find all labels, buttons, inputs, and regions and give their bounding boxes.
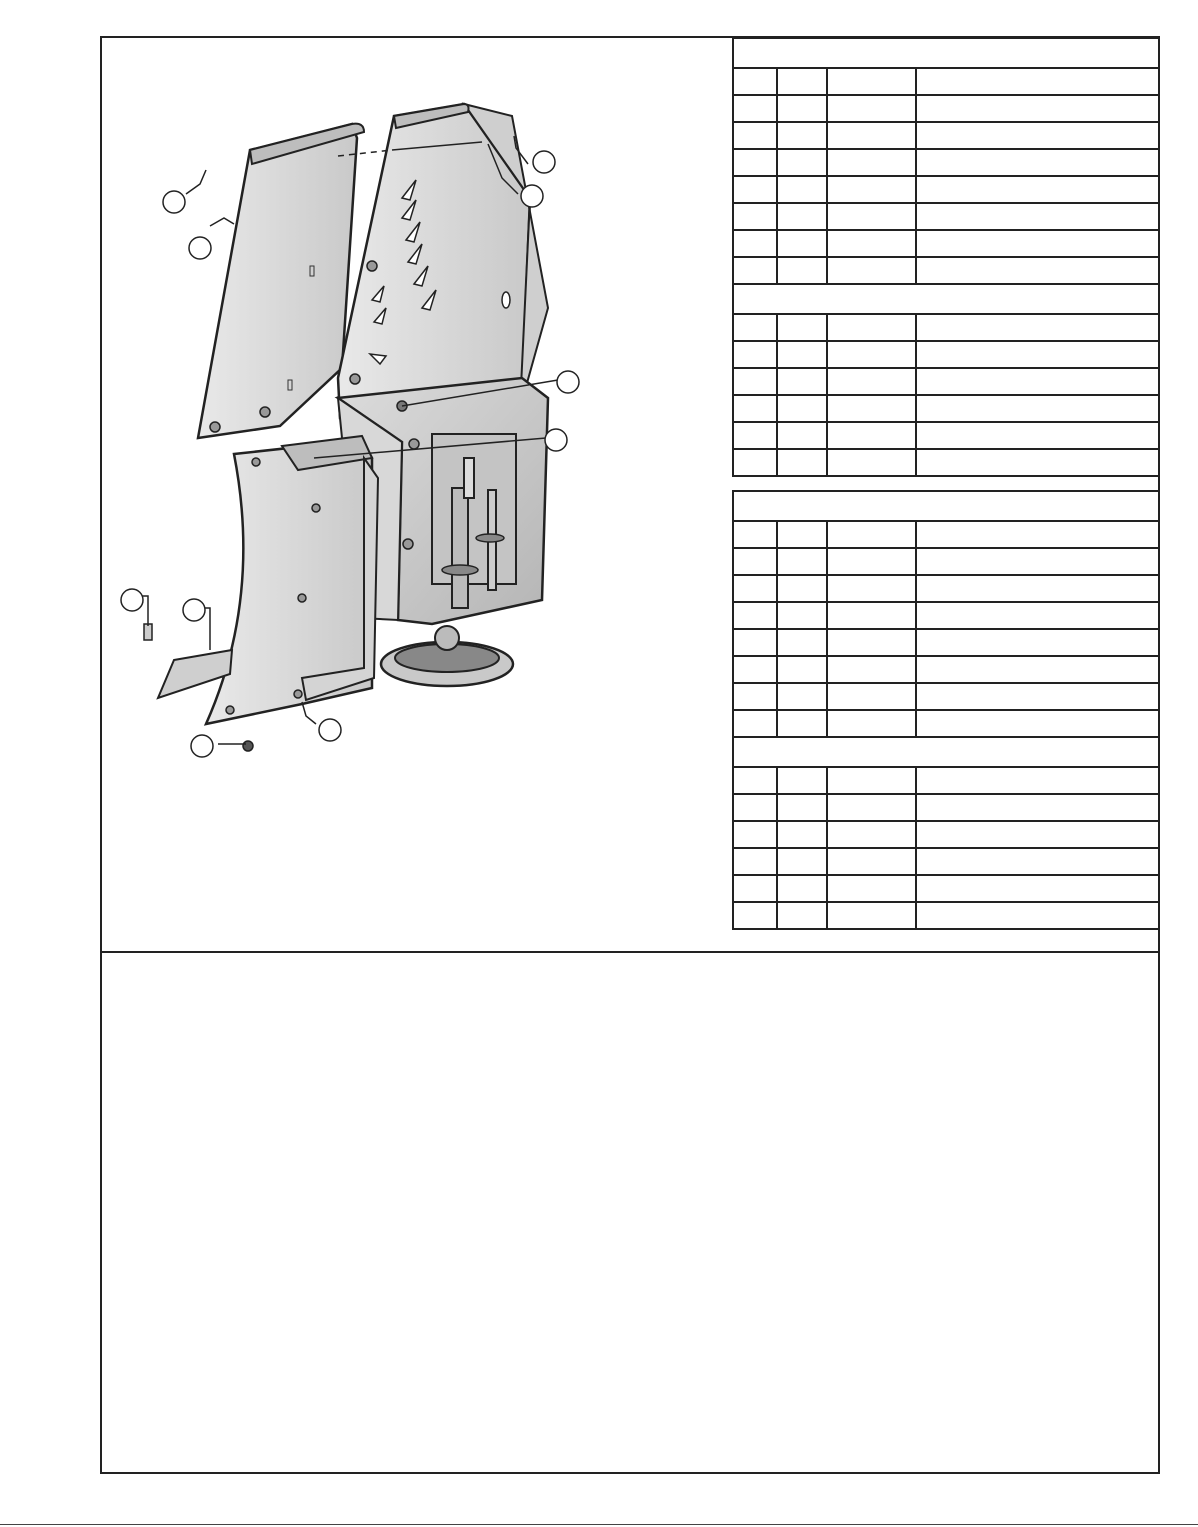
table-row: [733, 95, 1159, 122]
table-cell: [827, 683, 915, 710]
table-cell: [777, 176, 827, 203]
table-cell: [916, 602, 1159, 629]
column-header: [733, 521, 777, 548]
table-cell: [777, 902, 827, 929]
table-subheader: [733, 737, 1159, 767]
table-cell: [916, 341, 1159, 368]
table-cell: [827, 122, 915, 149]
table-row: [733, 314, 1159, 341]
table-row: [733, 875, 1159, 902]
table-cell: [827, 602, 915, 629]
table-cell: [733, 794, 777, 821]
table-cell: [733, 821, 777, 848]
table-row: [733, 548, 1159, 575]
table-cell: [916, 821, 1159, 848]
table-cell: [777, 875, 827, 902]
table-cell: [777, 848, 827, 875]
table-cell: [733, 449, 777, 476]
callout-bubble: [557, 371, 579, 393]
table-cell: [916, 656, 1159, 683]
table-cell: [733, 230, 777, 257]
table-row: [733, 602, 1159, 629]
column-header: [827, 68, 915, 95]
table-cell: [916, 122, 1159, 149]
callout-bubble: [163, 191, 185, 213]
table-cell: [733, 683, 777, 710]
parts-table-1: [732, 37, 1160, 477]
table-cell: [733, 257, 777, 284]
table-cell: [827, 548, 915, 575]
table-cell: [916, 710, 1159, 737]
table-cell: [827, 230, 915, 257]
table-cell: [827, 710, 915, 737]
callout-bubble: [545, 429, 567, 451]
table-cell: [827, 341, 915, 368]
table-row: [733, 710, 1159, 737]
table-cell: [916, 422, 1159, 449]
table-row: [733, 767, 1159, 794]
table-cell: [733, 122, 777, 149]
table-cell: [777, 368, 827, 395]
table-row: [733, 656, 1159, 683]
table-cell: [827, 368, 915, 395]
table-header: [733, 38, 1159, 68]
table-row: [733, 122, 1159, 149]
table-cell: [777, 449, 827, 476]
callout-bubble: [319, 719, 341, 741]
column-header: [916, 521, 1159, 548]
table-cell: [733, 575, 777, 602]
table-row: [733, 368, 1159, 395]
table-cell: [733, 767, 777, 794]
table-cell: [777, 548, 827, 575]
table-cell: [916, 629, 1159, 656]
table-cell: [777, 629, 827, 656]
table-cell: [827, 902, 915, 929]
table-cell: [777, 203, 827, 230]
table-cell: [733, 176, 777, 203]
column-header: [777, 68, 827, 95]
exploded-assembly-drawing: [102, 38, 732, 950]
table-row: [733, 683, 1159, 710]
table-subheader: [733, 284, 1159, 314]
table-cell: [827, 176, 915, 203]
table-cell: [777, 710, 827, 737]
table-cell: [777, 395, 827, 422]
table-cell: [916, 314, 1159, 341]
column-header: [777, 521, 827, 548]
table-cell: [733, 95, 777, 122]
table-cell: [916, 902, 1159, 929]
table-cell: [916, 575, 1159, 602]
table-cell: [827, 422, 915, 449]
table-cell: [733, 548, 777, 575]
table-cell: [733, 149, 777, 176]
table-cell: [827, 257, 915, 284]
table-cell: [777, 422, 827, 449]
table-cell: [827, 821, 915, 848]
page-bottom-rule: [0, 1524, 1198, 1525]
notes-area: [102, 953, 1158, 1472]
table-cell: [777, 230, 827, 257]
table-cell: [916, 203, 1159, 230]
table-cell: [777, 149, 827, 176]
column-header: [916, 68, 1159, 95]
table-cell: [733, 902, 777, 929]
table-cell: [916, 767, 1159, 794]
table-cell: [827, 95, 915, 122]
table-cell: [733, 710, 777, 737]
table-row: [733, 848, 1159, 875]
table-row: [733, 203, 1159, 230]
table-cell: [827, 848, 915, 875]
table-cell: [916, 149, 1159, 176]
table-header: [733, 491, 1159, 521]
table-cell: [916, 368, 1159, 395]
table-cell: [777, 314, 827, 341]
table-cell: [777, 656, 827, 683]
table-cell: [733, 341, 777, 368]
table-cell: [733, 395, 777, 422]
table-cell: [777, 122, 827, 149]
table-cell: [827, 656, 915, 683]
table-row: [733, 230, 1159, 257]
column-header: [733, 68, 777, 95]
table-cell: [733, 875, 777, 902]
table-cell: [733, 422, 777, 449]
table-row: [733, 449, 1159, 476]
table-cell: [777, 794, 827, 821]
parts-table-2: [732, 490, 1160, 930]
table-cell: [827, 767, 915, 794]
callout-bubble: [183, 599, 205, 621]
table-cell: [916, 875, 1159, 902]
table-cell: [733, 656, 777, 683]
table-cell: [777, 95, 827, 122]
table-cell: [916, 848, 1159, 875]
table-cell: [777, 821, 827, 848]
table-cell: [827, 149, 915, 176]
table-cell: [777, 257, 827, 284]
table-cell: [827, 449, 915, 476]
rear-panel-with-vents: [338, 104, 548, 418]
table-cell: [777, 602, 827, 629]
table-row: [733, 575, 1159, 602]
callout-bubble: [189, 237, 211, 259]
table-row: [733, 794, 1159, 821]
table-cell: [777, 767, 827, 794]
callout-bubble: [121, 589, 143, 611]
table-row: [733, 257, 1159, 284]
table-row: [733, 422, 1159, 449]
table-cell: [827, 395, 915, 422]
table-cell: [827, 575, 915, 602]
table-cell: [777, 683, 827, 710]
table-cell: [733, 848, 777, 875]
callout-bubble: [191, 735, 213, 757]
table-cell: [916, 794, 1159, 821]
table-cell: [916, 683, 1159, 710]
callout-bubble: [533, 151, 555, 173]
table-cell: [733, 602, 777, 629]
table-cell: [777, 341, 827, 368]
column-header: [827, 521, 915, 548]
table-cell: [827, 629, 915, 656]
table-cell: [916, 548, 1159, 575]
table-cell: [827, 794, 915, 821]
table-cell: [827, 875, 915, 902]
table-cell: [733, 314, 777, 341]
table-cell: [916, 176, 1159, 203]
table-cell: [733, 629, 777, 656]
table-row: [733, 176, 1159, 203]
table-cell: [916, 95, 1159, 122]
table-cell: [777, 575, 827, 602]
table-row: [733, 821, 1159, 848]
callout-bubble: [521, 185, 543, 207]
table-row: [733, 629, 1159, 656]
table-cell: [827, 203, 915, 230]
table-cell: [827, 314, 915, 341]
table-cell: [916, 257, 1159, 284]
table-cell: [916, 395, 1159, 422]
table-row: [733, 902, 1159, 929]
table-cell: [916, 230, 1159, 257]
table-row: [733, 395, 1159, 422]
table-row: [733, 149, 1159, 176]
curved-deflector: [206, 436, 378, 724]
table-row: [733, 341, 1159, 368]
table-cell: [733, 368, 777, 395]
table-cell: [916, 449, 1159, 476]
swivel-base: [381, 626, 513, 686]
table-cell: [733, 203, 777, 230]
